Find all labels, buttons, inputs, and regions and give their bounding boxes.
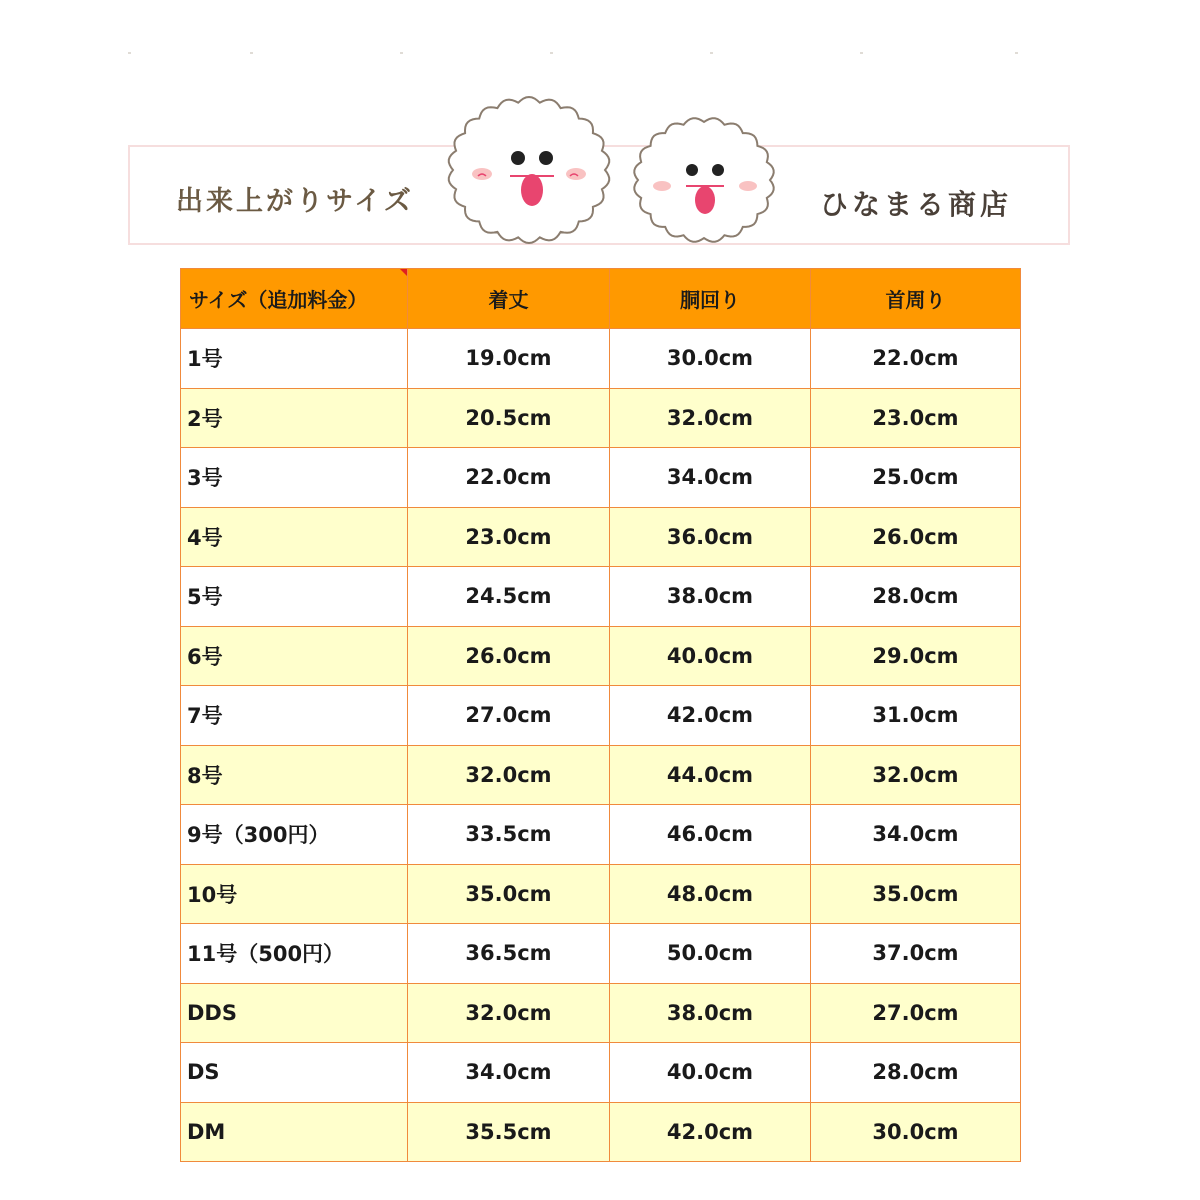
measurement-cell: 32.0cm <box>811 745 1021 805</box>
measurement-cell: 26.0cm <box>408 626 610 686</box>
measurement-cell: 35.0cm <box>408 864 610 924</box>
measurement-cell: 32.0cm <box>408 745 610 805</box>
measurement-cell: 34.0cm <box>408 1043 610 1103</box>
measurement-cell: 28.0cm <box>811 1043 1021 1103</box>
measurement-cell: 33.5cm <box>408 805 610 865</box>
size-cell: 11号（500円） <box>181 924 408 984</box>
table-row <box>181 983 1021 1043</box>
size-cell: DS <box>181 1043 408 1103</box>
size-cell: 5号 <box>181 567 408 627</box>
size-cell: 10号 <box>181 864 408 924</box>
table-row <box>181 686 1021 746</box>
measurement-cell: 35.0cm <box>811 864 1021 924</box>
measurement-cell: 38.0cm <box>610 567 811 627</box>
header-length: 着丈 <box>408 269 610 329</box>
header-chest: 胴回り <box>610 269 811 329</box>
measurement-cell: 40.0cm <box>610 626 811 686</box>
table-row <box>181 567 1021 627</box>
measurement-cell: 30.0cm <box>811 1102 1021 1162</box>
measurement-cell: 22.0cm <box>408 448 610 508</box>
measurement-cell: 28.0cm <box>811 567 1021 627</box>
header-neck: 首周り <box>811 269 1021 329</box>
measurement-cell: 26.0cm <box>811 507 1021 567</box>
size-cell: 4号 <box>181 507 408 567</box>
measurement-cell: 34.0cm <box>610 448 811 508</box>
table-row <box>181 507 1021 567</box>
measurement-cell: 38.0cm <box>610 983 811 1043</box>
dotted-divider <box>120 52 1040 56</box>
measurement-cell: 42.0cm <box>610 686 811 746</box>
measurement-cell: 42.0cm <box>610 1102 811 1162</box>
measurement-cell: 27.0cm <box>811 983 1021 1043</box>
table-row <box>181 805 1021 865</box>
measurement-cell: 36.5cm <box>408 924 610 984</box>
measurement-cell: 32.0cm <box>610 388 811 448</box>
size-cell: 1号 <box>181 329 408 389</box>
table-row <box>181 626 1021 686</box>
measurement-cell: 48.0cm <box>610 864 811 924</box>
fluffy-mascot-right-icon <box>624 110 784 250</box>
size-cell: DM <box>181 1102 408 1162</box>
header-size: サイズ（追加料金） <box>181 269 408 329</box>
measurement-cell: 37.0cm <box>811 924 1021 984</box>
measurement-cell: 36.0cm <box>610 507 811 567</box>
measurement-cell: 20.5cm <box>408 388 610 448</box>
measurement-cell: 25.0cm <box>811 448 1021 508</box>
measurement-cell: 27.0cm <box>408 686 610 746</box>
fluffy-mascot-left-icon <box>438 90 620 250</box>
shop-name: ひなまる商店 <box>820 188 1013 221</box>
measurement-cell: 34.0cm <box>811 805 1021 865</box>
table-row <box>181 329 1021 389</box>
measurement-cell: 31.0cm <box>811 686 1021 746</box>
measurement-cell: 30.0cm <box>610 329 811 389</box>
table-row <box>181 1102 1021 1162</box>
size-cell: 2号 <box>181 388 408 448</box>
size-cell: DDS <box>181 983 408 1043</box>
size-cell: 8号 <box>181 745 408 805</box>
measurement-cell: 46.0cm <box>610 805 811 865</box>
measurement-cell: 35.5cm <box>408 1102 610 1162</box>
table-row <box>181 448 1021 508</box>
table-row <box>181 1043 1021 1103</box>
measurement-cell: 50.0cm <box>610 924 811 984</box>
table-row <box>181 388 1021 448</box>
size-table <box>180 268 1021 1162</box>
measurement-cell: 23.0cm <box>408 507 610 567</box>
table-header-row <box>181 269 1021 329</box>
size-cell: 7号 <box>181 686 408 746</box>
size-cell: 3号 <box>181 448 408 508</box>
measurement-cell: 44.0cm <box>610 745 811 805</box>
table-row <box>181 924 1021 984</box>
banner-title: 出来上がりサイズ <box>176 186 414 217</box>
measurement-cell: 29.0cm <box>811 626 1021 686</box>
measurement-cell: 24.5cm <box>408 567 610 627</box>
measurement-cell: 32.0cm <box>408 983 610 1043</box>
measurement-cell: 19.0cm <box>408 329 610 389</box>
size-cell: 9号（300円） <box>181 805 408 865</box>
measurement-cell: 23.0cm <box>811 388 1021 448</box>
measurement-cell: 22.0cm <box>811 329 1021 389</box>
table-row <box>181 864 1021 924</box>
size-cell: 6号 <box>181 626 408 686</box>
measurement-cell: 40.0cm <box>610 1043 811 1103</box>
table-row <box>181 745 1021 805</box>
